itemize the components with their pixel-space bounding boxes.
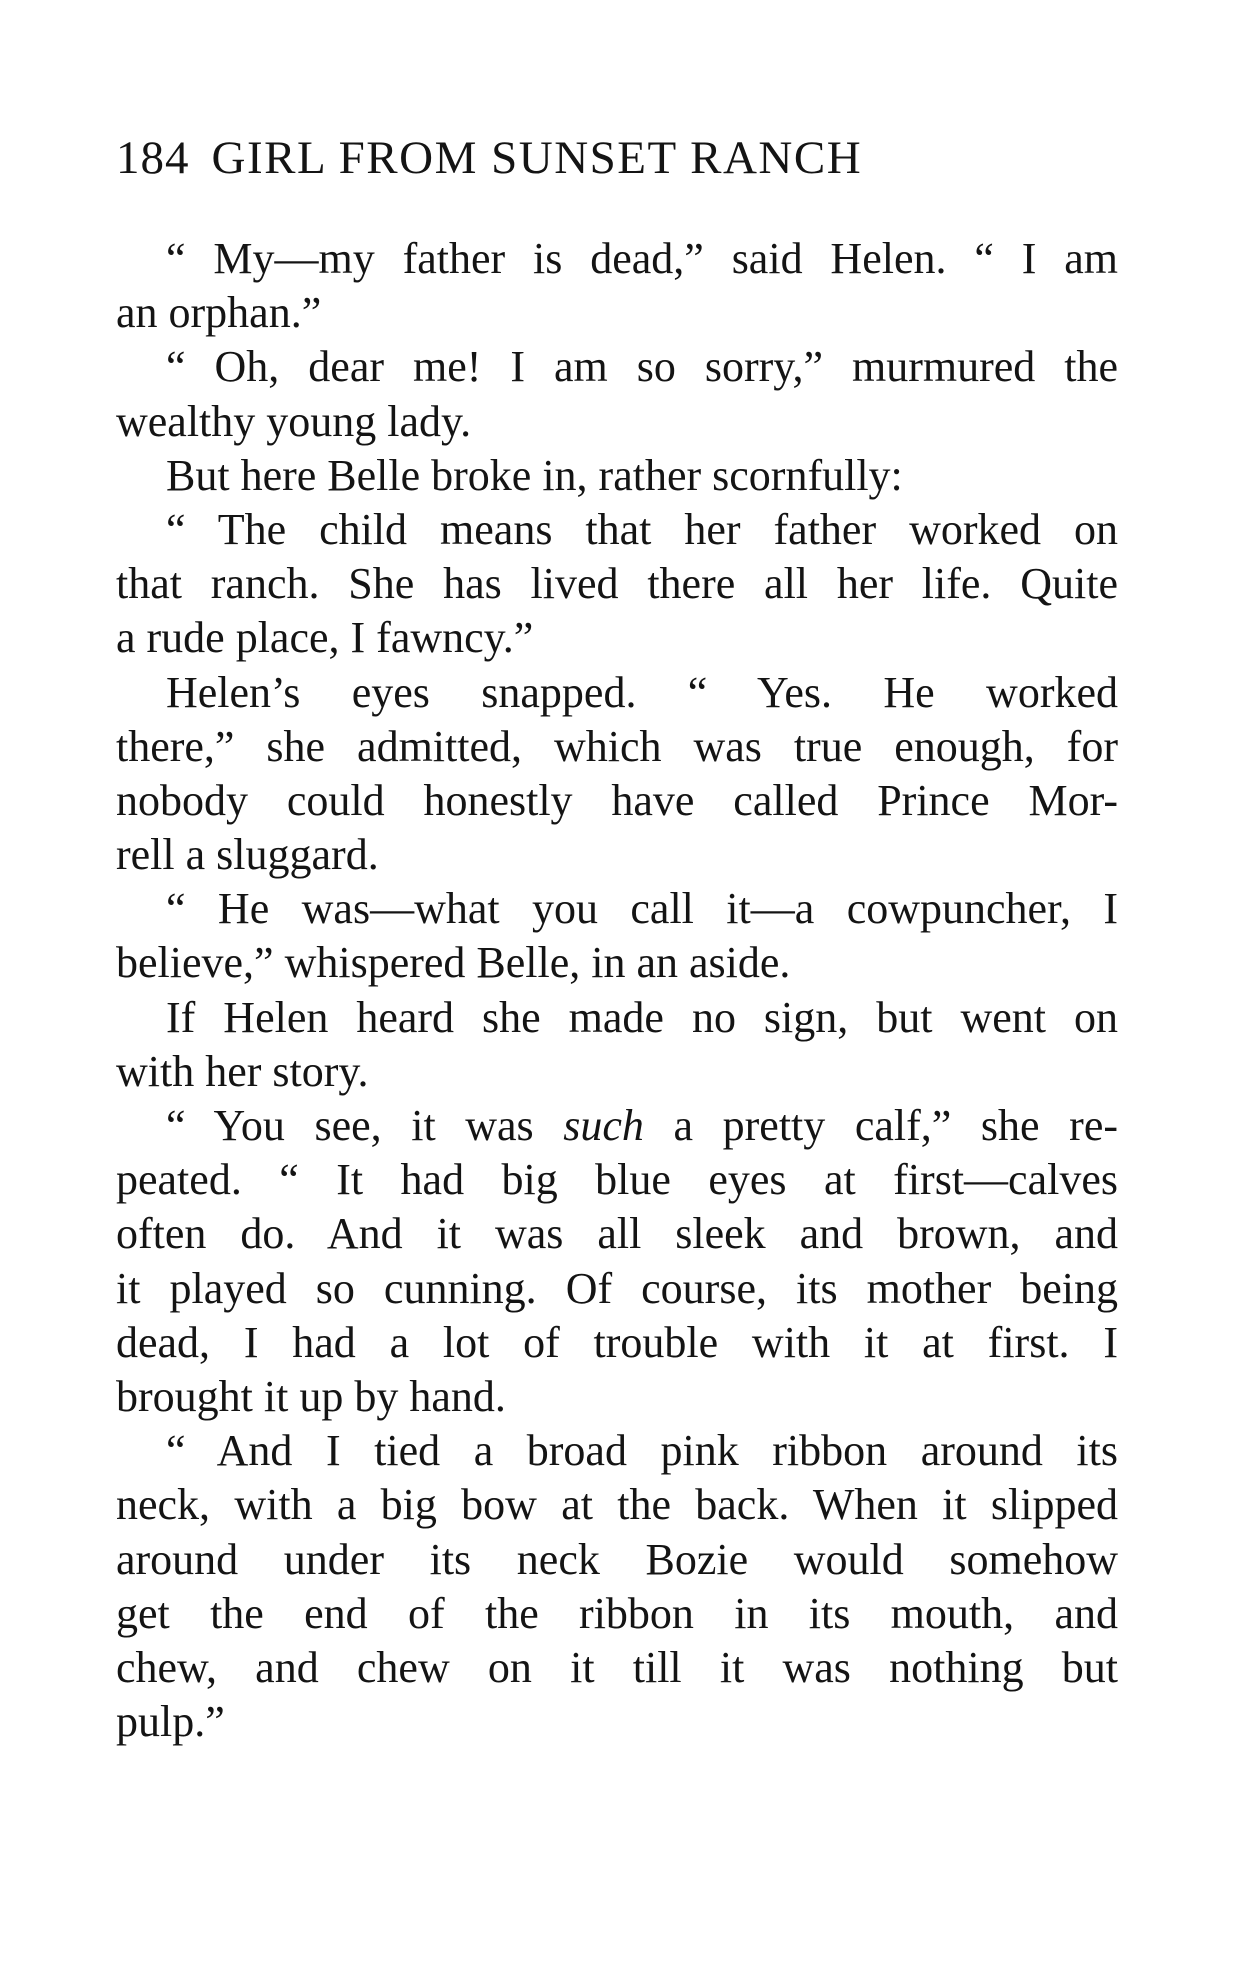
- text-line: “ The child means that her father worked on: [166, 504, 1118, 554]
- text-line: a rude place, I fawncy.”: [116, 613, 534, 663]
- text-line: neck, with a big bow at the back. When it slipped: [116, 1480, 1118, 1530]
- page-number: 184: [116, 132, 190, 184]
- text-line: But here Belle broke in, rather scornfully:: [166, 450, 903, 500]
- text-line: often do. And it was all sleek and brown, and: [116, 1209, 1118, 1259]
- text-line: pulp.”: [116, 1697, 225, 1747]
- text-segment: a pretty calf,” she re-: [643, 1101, 1118, 1150]
- text-line: “ Oh, dear me! I am so sorry,” murmured the: [166, 342, 1118, 392]
- body-text: [116, 232, 1118, 1749]
- text-line: around under its neck Bozie would somehow: [116, 1534, 1118, 1584]
- text-line: [116, 1099, 1118, 1153]
- text-line: If Helen heard she made no sign, but went on: [166, 992, 1118, 1042]
- text-line: nobody could honestly have called Prince Mor-: [116, 775, 1118, 825]
- text-line: there,” she admitted, which was true enough, for: [116, 721, 1118, 771]
- text-line: “ And I tied a broad pink ribbon around its: [166, 1426, 1118, 1476]
- text-line: dead, I had a lot of trouble with it at first. I: [116, 1317, 1118, 1367]
- emphasis-text: such: [563, 1101, 644, 1150]
- text-line: brought it up by hand.: [116, 1371, 506, 1421]
- text-line: an orphan.”: [116, 288, 322, 338]
- text-line: it played so cunning. Of course, its mother being: [116, 1263, 1118, 1313]
- text-line: wealthy young lady.: [116, 396, 472, 446]
- text-line: “ My—my father is dead,” said Helen. “ I am: [166, 234, 1118, 283]
- text-line: Helen’s eyes snapped. “ Yes. He worked: [166, 667, 1118, 717]
- text-line: “ He was—what you call it—a cowpuncher, I: [166, 884, 1118, 934]
- text-line: get the end of the ribbon in its mouth, and: [116, 1588, 1118, 1638]
- text-line: with her story.: [116, 1046, 369, 1096]
- text-line: chew, and chew on it till it was nothing but: [116, 1642, 1118, 1692]
- text-segment: “ You see, it was: [166, 1101, 564, 1150]
- text-line: believe,” whispered Belle, in an aside.: [116, 938, 791, 988]
- running-head: GIRL FROM SUNSET RANCH: [211, 132, 863, 184]
- text-line: that ranch. She has lived there all her life. Quite: [116, 559, 1118, 609]
- text-line: rell a sluggard.: [116, 830, 379, 880]
- page-header: [116, 128, 1016, 188]
- text-line: peated. “ It had big blue eyes at first—calves: [116, 1155, 1118, 1205]
